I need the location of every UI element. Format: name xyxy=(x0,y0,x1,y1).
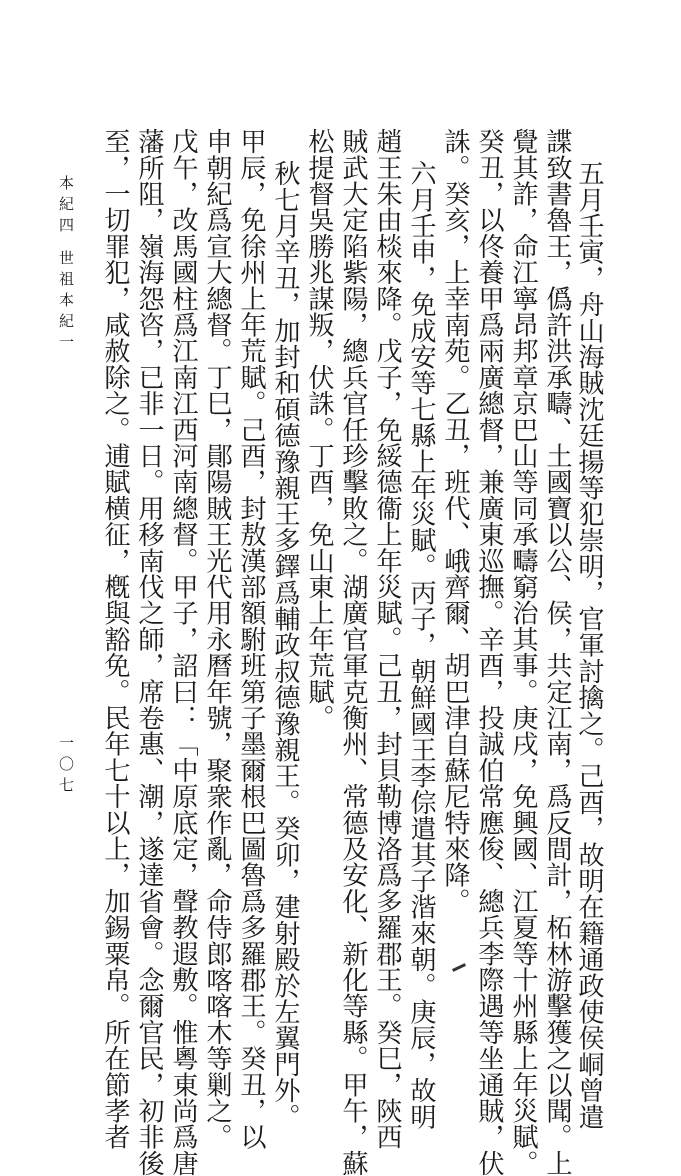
text-column-5: 誅。癸亥，上幸南苑。乙丑，班代、峨齊爾、胡巴津自蘇尼特來降。 xyxy=(440,128,470,914)
text-column-3: 覺其詐，命江寧昂邦章京巴山等同承疇窮治其事。庚戌，免興國、江夏等十州縣上年災賦。 xyxy=(508,128,538,1176)
text-column-14: 藩所阻，嶺海怨咨，已非一日。用移南伐之師，席卷惠、潮，遂達省會。念爾官民，初非後 xyxy=(134,128,164,1176)
running-title-chapter: 世祖本紀一 xyxy=(57,250,75,355)
text-column-12: 申朝紀爲宣大總督。丁巳，鄖陽賊王光代用永曆年號，聚衆作亂，命侍郎喀喀木等剿之。 xyxy=(202,128,232,1150)
text-column-7: 趙王朱由棪來降。戊子，免綏德衞上年災賦。己丑，封貝勒博洛爲多羅郡王。癸巳，陝西 xyxy=(372,128,402,1150)
text-column-11: 甲辰，免徐州上年荒賦。己酉，封敖漢部額駙班第子墨爾根巴圖魯爲多羅郡王。癸丑，以 xyxy=(236,128,266,1150)
text-column-6: 六月壬申，免成安等七縣上年災賦。丙子，朝鮮國王李倧遣其子湝來朝。庚辰，故明 xyxy=(406,160,436,1130)
text-column-9: 松提督吳勝兆謀叛，伏誅。丁酉，免山東上年荒賦。 xyxy=(304,128,334,731)
ink-speck xyxy=(452,963,466,972)
text-column-10: 秋七月辛丑，加封和碩德豫親王多鐸爲輔政叔德豫親王。癸卯，建射殿於左翼門外。 xyxy=(270,160,300,1130)
running-title-section: 本紀四 xyxy=(57,175,75,238)
text-column-4: 癸丑，以佟養甲爲兩廣總督，兼廣東巡撫。辛酉，投誠伯常應俊、總兵李際遇等坐通賊，伏 xyxy=(474,128,504,1176)
text-column-2: 諜致書魯王，僞許洪承疇、土國寶以公、侯，共定江南，爲反間計，柘林游擊獲之以聞。上 xyxy=(542,128,572,1176)
text-column-15: 至，一切罪犯，咸赦除之。逋賦横征，槪與豁免。民年七十以上，加錫粟帛。所在節孝者 xyxy=(100,128,130,1150)
text-column-13: 戊午，改馬國柱爲江南江西河南總督。甲子，詔曰：「中原底定，聲教遐敷。惟粵東尚爲唐 xyxy=(168,128,198,1176)
text-column-1: 五月壬寅，舟山海賊沈廷揚等犯崇明，官軍討擒之。己酉，故明在籍通政使侯峒曾遣 xyxy=(574,160,604,1130)
text-column-8: 賊武大定陷紫陽，總兵官任珍擊敗之。湖廣官軍克衡州、常德及安化、新化等縣。甲午，蘇 xyxy=(338,128,368,1176)
page-number: 一〇七 xyxy=(57,735,75,798)
